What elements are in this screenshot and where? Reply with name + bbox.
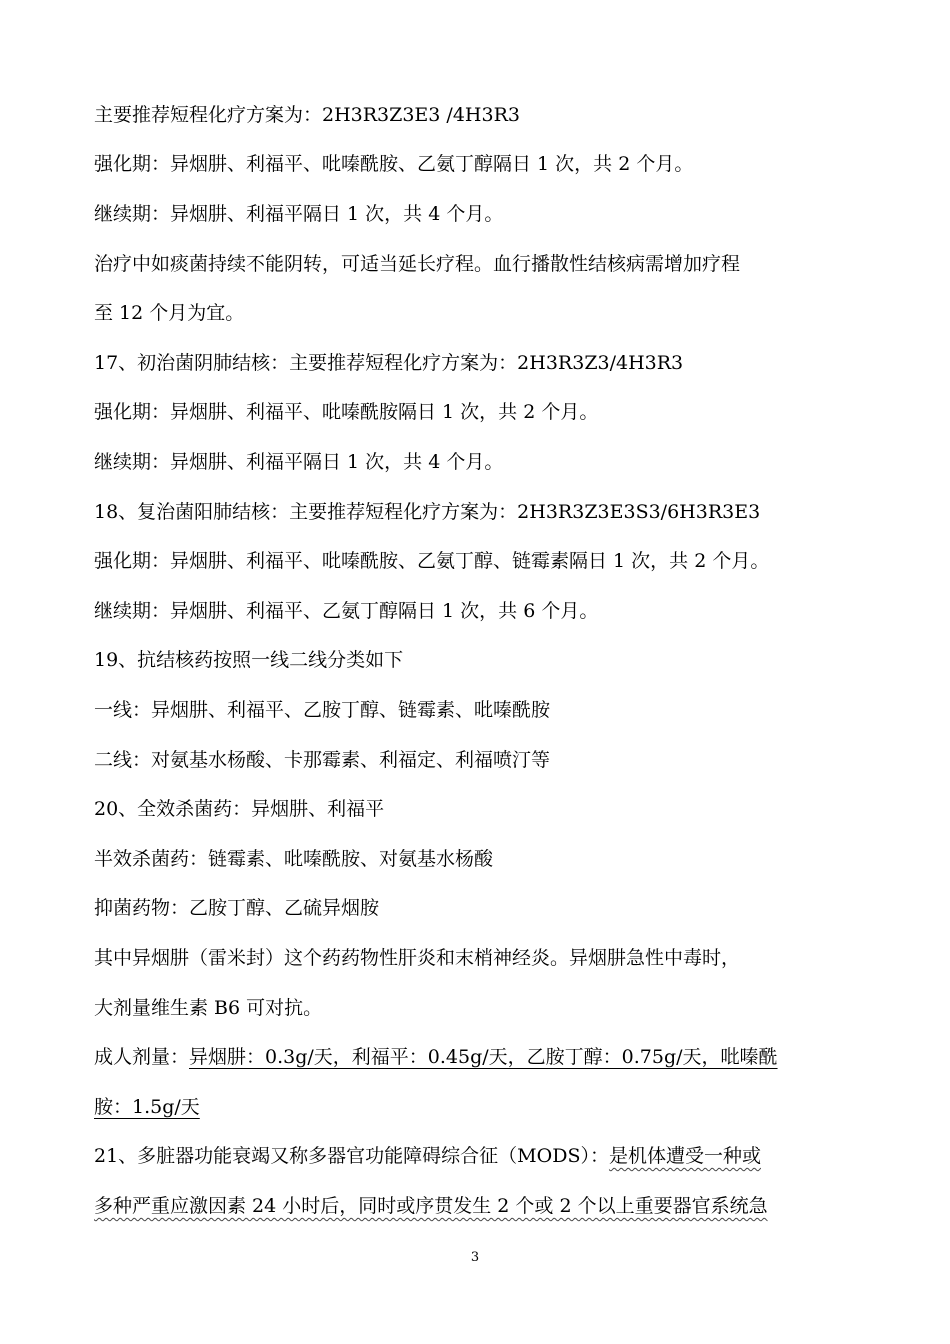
text-line: 治疗中如痰菌持续不能阴转，可适当延长疗程。血行播散性结核病需增加疗程 bbox=[94, 253, 741, 275]
text-line: 其中异烟肼（雷米封）这个药药物性肝炎和末梢神经炎。异烟肼急性中毒时， bbox=[94, 947, 741, 969]
text-line: 17、初治菌阴肺结核：主要推荐短程化疗方案为：2H3R3Z3/4H3R3 bbox=[94, 352, 684, 374]
dosage-line-continued bbox=[94, 1095, 200, 1119]
text-line: 大剂量维生素 B6 可对抗。 bbox=[94, 997, 323, 1019]
text-line: 继续期：异烟肼、利福平、乙氨丁醇隔日 1 次，共 6 个月。 bbox=[94, 600, 599, 622]
mods-definition-continued: 多种严重应激因素 24 小时后，同时或序贯发生 2 个或 2 个以上重要器官系统急 bbox=[94, 1195, 768, 1217]
text-line: 强化期：异烟肼、利福平、吡嗪酰胺、乙氨丁醇隔日 1 次，共 2 个月。 bbox=[94, 153, 694, 175]
text-line: 强化期：异烟肼、利福平、吡嗪酰胺、乙氨丁醇、链霉素隔日 1 次，共 2 个月。 bbox=[94, 550, 770, 572]
dosage-label: 成人剂量： bbox=[94, 1046, 190, 1068]
mods-heading: 21、多脏器功能衰竭又称多器官功能障碍综合征（MODS）： bbox=[94, 1145, 609, 1167]
text-line: 一线：异烟肼、利福平、乙胺丁醇、链霉素、吡嗪酰胺 bbox=[94, 699, 551, 721]
text-line: 20、全效杀菌药：异烟肼、利福平 bbox=[94, 798, 385, 820]
text-line: 继续期：异烟肼、利福平隔日 1 次，共 4 个月。 bbox=[94, 203, 504, 225]
mods-line bbox=[94, 1144, 761, 1168]
dosage-value-continued: 胺：1.5g/天 bbox=[94, 1096, 200, 1118]
text-line: 强化期：异烟肼、利福平、吡嗪酰胺隔日 1 次，共 2 个月。 bbox=[94, 401, 599, 423]
text-line: 二线：对氨基水杨酸、卡那霉素、利福定、利福喷汀等 bbox=[94, 749, 551, 771]
dosage-line bbox=[94, 1045, 778, 1069]
text-line: 继续期：异烟肼、利福平隔日 1 次，共 4 个月。 bbox=[94, 451, 504, 473]
text-line: 至 12 个月为宜。 bbox=[94, 302, 245, 324]
text-line: 抑菌药物：乙胺丁醇、乙硫异烟胺 bbox=[94, 897, 380, 919]
mods-line-continued bbox=[94, 1194, 768, 1218]
text-line: 主要推荐短程化疗方案为：2H3R3Z3E3 /4H3R3 bbox=[94, 104, 520, 126]
text-line: 18、复治菌阳肺结核：主要推荐短程化疗方案为：2H3R3Z3E3S3/6H3R3E3 bbox=[94, 501, 761, 523]
dosage-value: 异烟肼：0.3g/天，利福平：0.45g/天，乙胺丁醇：0.75g/天，吡嗪酰 bbox=[189, 1046, 778, 1068]
page-number: 3 bbox=[470, 1250, 480, 1265]
mods-definition: 是机体遭受一种或 bbox=[608, 1145, 761, 1167]
text-line: 半效杀菌药：链霉素、吡嗪酰胺、对氨基水杨酸 bbox=[94, 848, 494, 870]
text-line: 19、抗结核药按照一线二线分类如下 bbox=[94, 649, 404, 671]
